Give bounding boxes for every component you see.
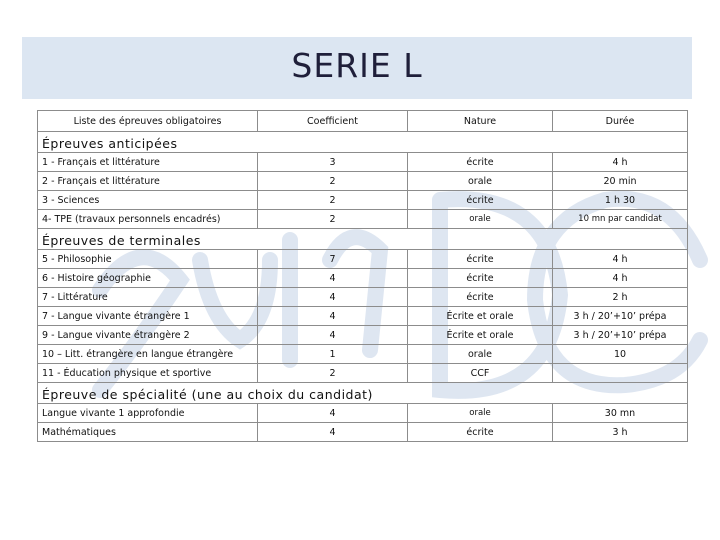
cell-nature: orale [408,172,553,191]
cell-coefficient: 4 [258,269,408,288]
cell-nature: orale [408,345,553,364]
section-heading: Épreuves anticipées [38,132,688,153]
cell-epreuve: 1 - Français et littérature [38,153,258,172]
table-row [38,404,688,423]
cell-nature: écrite [408,423,553,442]
table-row [38,288,688,307]
cell-epreuve: 9 - Langue vivante étrangère 2 [38,326,258,345]
cell-duree: 10 mn par candidat [553,210,688,229]
cell-nature: Écrite et orale [408,326,553,345]
table-row [38,307,688,326]
cell-nature: CCF [408,364,553,383]
cell-coefficient: 4 [258,288,408,307]
cell-coefficient: 7 [258,250,408,269]
table-row [38,326,688,345]
table-row [38,153,688,172]
cell-duree: 1 h 30 [553,191,688,210]
cell-coefficient: 4 [258,404,408,423]
cell-duree: 3 h / 20’+10’ prépa [553,326,688,345]
cell-duree [553,364,688,383]
cell-nature: écrite [408,250,553,269]
section-row [38,229,688,250]
cell-duree: 3 h / 20’+10’ prépa [553,307,688,326]
section-row [38,132,688,153]
cell-epreuve: 7 - Littérature [38,288,258,307]
cell-nature: écrite [408,269,553,288]
cell-coefficient: 3 [258,153,408,172]
column-header-duree: Durée [553,111,688,132]
cell-duree: 4 h [553,269,688,288]
cell-epreuve: 4- TPE (travaux personnels encadrés) [38,210,258,229]
table-row [38,423,688,442]
cell-epreuve: 10 – Litt. étrangère en langue étrangère [38,345,258,364]
cell-coefficient: 4 [258,423,408,442]
cell-coefficient: 2 [258,364,408,383]
exam-table [37,110,688,442]
column-header-nature: Nature [408,111,553,132]
cell-epreuve: 3 - Sciences [38,191,258,210]
table-row [38,210,688,229]
cell-epreuve: 11 - Éducation physique et sportive [38,364,258,383]
cell-duree: 20 min [553,172,688,191]
cell-nature: orale [408,210,553,229]
cell-duree: 2 h [553,288,688,307]
cell-duree: 4 h [553,153,688,172]
column-header-coefficient: Coefficient [258,111,408,132]
cell-coefficient: 2 [258,172,408,191]
table-row [38,250,688,269]
table-header-row [38,111,688,132]
cell-nature: orale [408,404,553,423]
cell-epreuve: 2 - Français et littérature [38,172,258,191]
section-heading: Épreuves de terminales [38,229,688,250]
table-row [38,191,688,210]
table-row [38,269,688,288]
cell-nature: écrite [408,288,553,307]
cell-duree: 30 mn [553,404,688,423]
cell-epreuve: Mathématiques [38,423,258,442]
section-row [38,383,688,404]
cell-coefficient: 4 [258,307,408,326]
cell-coefficient: 2 [258,191,408,210]
cell-coefficient: 1 [258,345,408,364]
slide-title: SERIE L [291,46,423,85]
cell-duree: 4 h [553,250,688,269]
cell-epreuve: 6 - Histoire géographie [38,269,258,288]
cell-nature: Écrite et orale [408,307,553,326]
cell-epreuve: Langue vivante 1 approfondie [38,404,258,423]
cell-duree: 10 [553,345,688,364]
cell-duree: 3 h [553,423,688,442]
column-header-epreuve: Liste des épreuves obligatoires [38,111,258,132]
cell-epreuve: 7 - Langue vivante étrangère 1 [38,307,258,326]
cell-nature: écrite [408,153,553,172]
table-row [38,172,688,191]
table-row [38,345,688,364]
cell-coefficient: 2 [258,210,408,229]
section-heading: Épreuve de spécialité (une au choix du candidat) [38,383,688,404]
cell-coefficient: 4 [258,326,408,345]
table-row [38,364,688,383]
cell-nature: écrite [408,191,553,210]
cell-epreuve: 5 - Philosophie [38,250,258,269]
